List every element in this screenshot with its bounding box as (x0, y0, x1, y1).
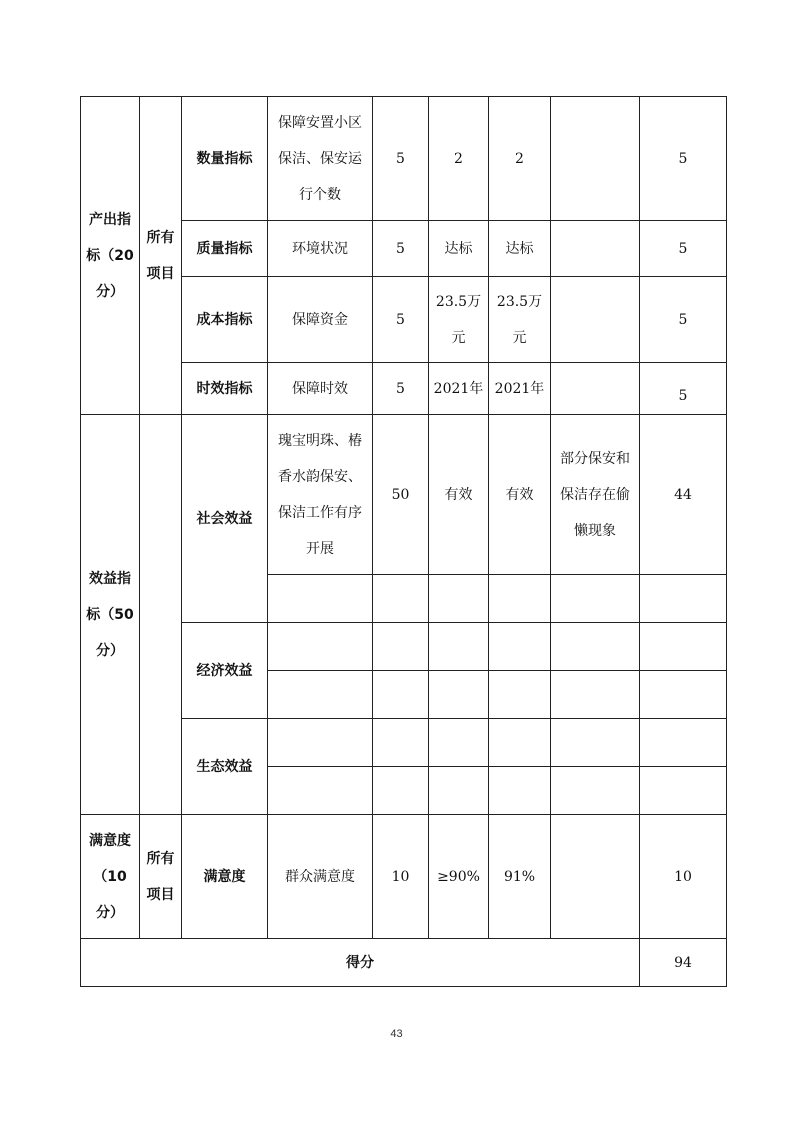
empty-cell (640, 671, 727, 719)
empty-cell (489, 767, 551, 815)
indicator-satisfaction: 满意度 (182, 815, 268, 939)
note-quality (551, 221, 640, 277)
indicator-cost: 成本指标 (182, 277, 268, 363)
empty-cell (551, 671, 640, 719)
table-row (81, 97, 727, 221)
indicator-social: 社会效益 (182, 415, 268, 623)
content-satisfaction: 群众满意度 (268, 815, 373, 939)
category-benefit: 效益指标（50分） (81, 415, 140, 815)
note-social: 部分保安和保洁存在偷懒现象 (551, 415, 640, 575)
indicator-quantity: 数量指标 (182, 97, 268, 221)
empty-cell (551, 767, 640, 815)
category-output: 产出指标（20分） (81, 97, 140, 415)
indicator-quality: 质量指标 (182, 221, 268, 277)
indicator-economic: 经济效益 (182, 623, 268, 719)
performance-table (80, 96, 727, 987)
empty-cell (429, 575, 489, 623)
content-quantity: 保障安置小区保洁、保安运行个数 (268, 97, 373, 221)
project-benefit-empty (140, 415, 182, 815)
weight-cost: 5 (373, 277, 429, 363)
project-output: 所有项目 (140, 97, 182, 415)
category-satisfaction: 满意度（10分） (81, 815, 140, 939)
actual-satisfaction: 91% (489, 815, 551, 939)
empty-cell (429, 719, 489, 767)
empty-cell (268, 623, 373, 671)
note-time (551, 363, 640, 415)
actual-cost: 23.5万元 (489, 277, 551, 363)
actual-quality: 达标 (489, 221, 551, 277)
note-quantity (551, 97, 640, 221)
score-satisfaction: 10 (640, 815, 727, 939)
weight-satisfaction: 10 (373, 815, 429, 939)
target-time: 2021年 (429, 363, 489, 415)
empty-cell (268, 767, 373, 815)
target-social: 有效 (429, 415, 489, 575)
table-row (81, 815, 727, 939)
score-cost: 5 (640, 277, 727, 363)
empty-cell (373, 671, 429, 719)
target-cost: 23.5万元 (429, 277, 489, 363)
empty-cell (489, 575, 551, 623)
empty-cell (373, 575, 429, 623)
actual-time: 2021年 (489, 363, 551, 415)
empty-cell (640, 767, 727, 815)
note-satisfaction (551, 815, 640, 939)
score-time: 5 (640, 363, 727, 415)
content-social: 瑰宝明珠、椿香水韵保安、保洁工作有序开展 (268, 415, 373, 575)
target-satisfaction: ≥90% (429, 815, 489, 939)
table-row-total (81, 939, 727, 987)
note-cost (551, 277, 640, 363)
empty-cell (268, 719, 373, 767)
content-time: 保障时效 (268, 363, 373, 415)
indicator-time: 时效指标 (182, 363, 268, 415)
actual-social: 有效 (489, 415, 551, 575)
empty-cell (640, 719, 727, 767)
empty-cell (268, 575, 373, 623)
project-satisfaction: 所有项目 (140, 815, 182, 939)
empty-cell (268, 671, 373, 719)
empty-cell (551, 575, 640, 623)
total-score: 94 (640, 939, 727, 987)
empty-cell (429, 671, 489, 719)
score-quality: 5 (640, 221, 727, 277)
empty-cell (489, 671, 551, 719)
empty-cell (551, 623, 640, 671)
page-number: 43 (390, 1028, 403, 1040)
target-quantity: 2 (429, 97, 489, 221)
weight-quality: 5 (373, 221, 429, 277)
empty-cell (373, 719, 429, 767)
content-cost: 保障资金 (268, 277, 373, 363)
weight-time: 5 (373, 363, 429, 415)
indicator-ecological: 生态效益 (182, 719, 268, 815)
table-row (81, 415, 727, 575)
score-social: 44 (640, 415, 727, 575)
empty-cell (640, 623, 727, 671)
empty-cell (551, 719, 640, 767)
content-quality: 环境状况 (268, 221, 373, 277)
score-quantity: 5 (640, 97, 727, 221)
empty-cell (489, 719, 551, 767)
empty-cell (640, 575, 727, 623)
empty-cell (373, 623, 429, 671)
weight-quantity: 5 (373, 97, 429, 221)
empty-cell (373, 767, 429, 815)
empty-cell (429, 767, 489, 815)
total-label: 得分 (81, 939, 640, 987)
weight-social: 50 (373, 415, 429, 575)
empty-cell (429, 623, 489, 671)
actual-quantity: 2 (489, 97, 551, 221)
empty-cell (489, 623, 551, 671)
target-quality: 达标 (429, 221, 489, 277)
